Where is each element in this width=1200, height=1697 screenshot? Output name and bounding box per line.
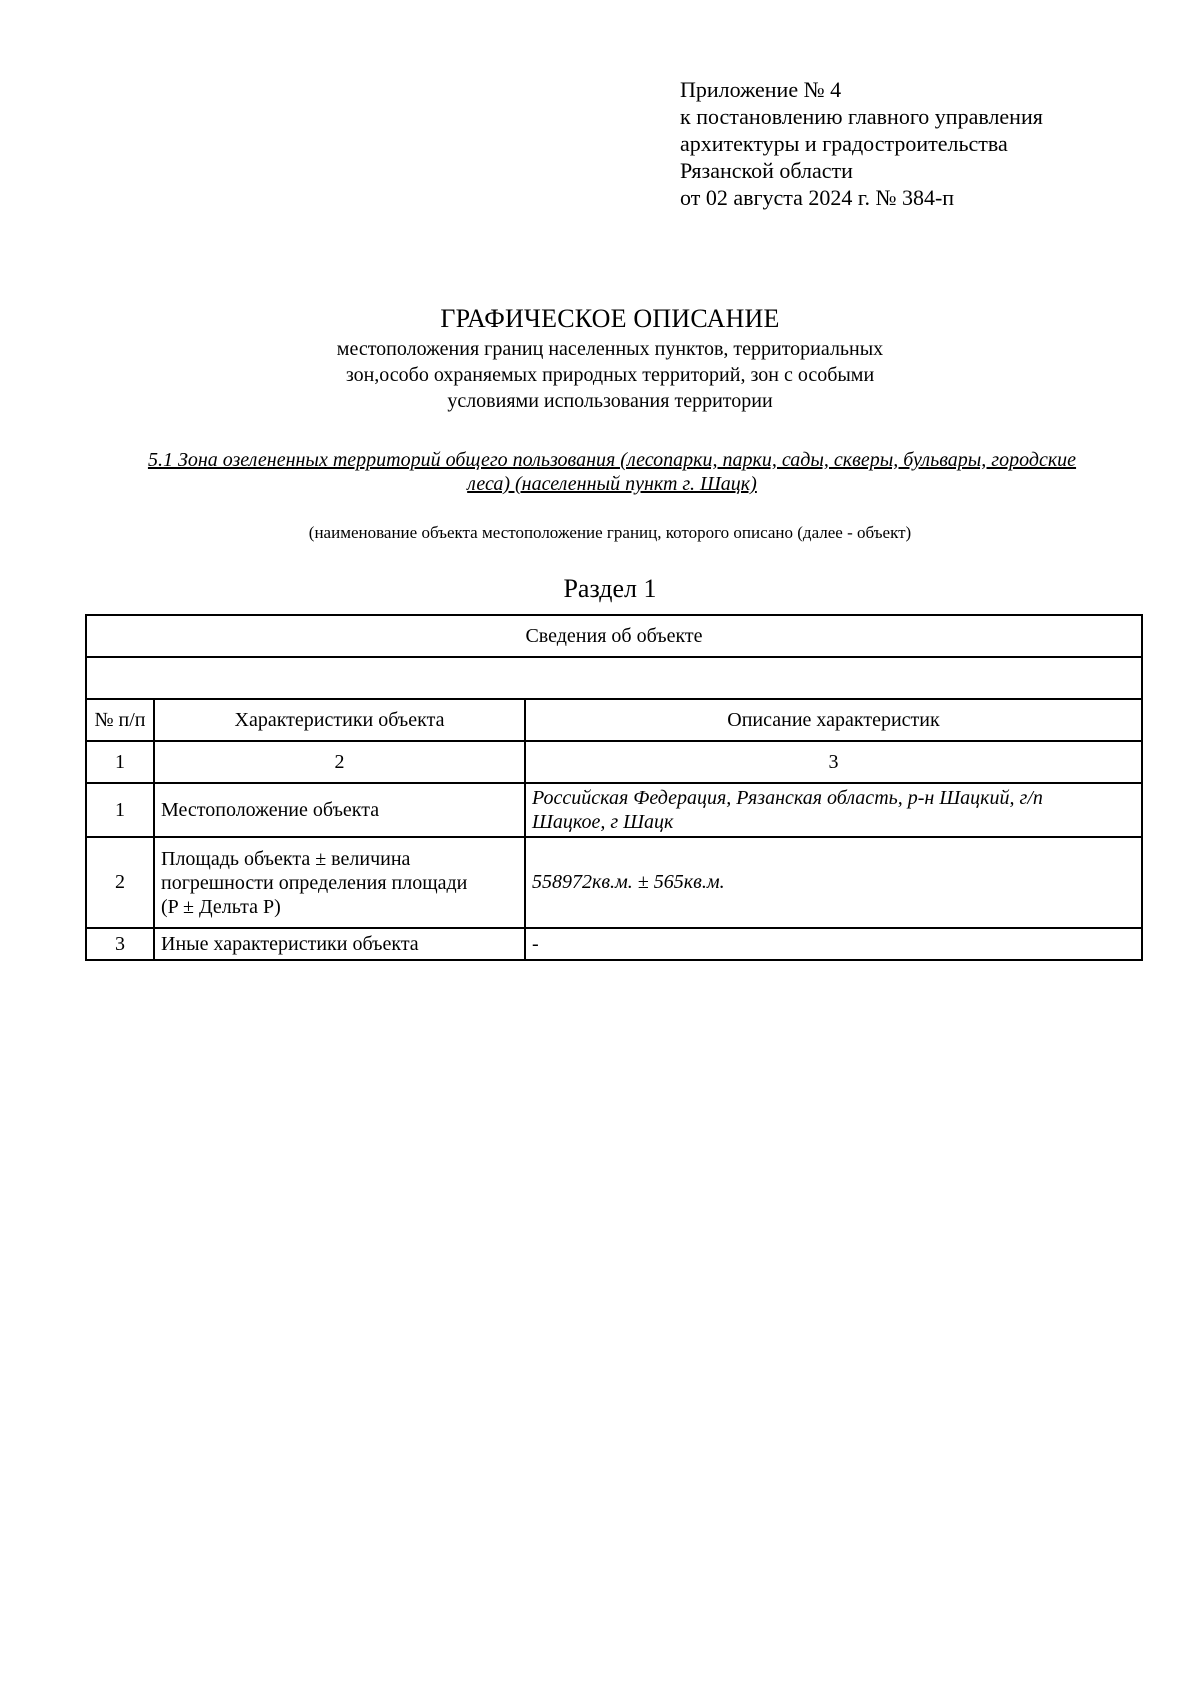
appendix-line: архитектуры и градостроительства	[680, 131, 1008, 156]
appendix-line: Рязанской области	[680, 158, 853, 183]
characteristic-line: погрешности определения площади	[161, 871, 468, 894]
subtitle-line: зон,особо охраняемых природных территорий, зон с особыми	[345, 364, 875, 386]
row-characteristic: Иные характеристики объекта	[154, 928, 525, 960]
description-line: Шацкое, г Шацк	[532, 811, 674, 833]
column-number: 1	[86, 741, 154, 783]
table-header-row	[86, 699, 1142, 741]
header-characteristic: Характеристики объекта	[154, 699, 525, 741]
document-subtitle	[0, 336, 1200, 414]
row-characteristic: Местоположение объекта	[154, 783, 525, 837]
appendix-line: от 02 августа 2024 г. № 384-п	[680, 185, 955, 210]
header-description: Описание характеристик	[525, 699, 1142, 741]
appendix-block	[680, 76, 1043, 211]
table-empty-row	[86, 657, 1142, 699]
appendix-line: Приложение № 4	[680, 77, 842, 102]
description-line: Российская Федерация, Рязанская область, р-н Шацкий, г/п	[532, 787, 1043, 809]
document-title: ГРАФИЧЕСКОЕ ОПИСАНИЕ	[440, 304, 780, 333]
table-row	[86, 837, 1142, 928]
column-numbers-row	[86, 741, 1142, 783]
object-name-line: леса) (населенный пункт г. Шацк)	[467, 473, 757, 495]
object-name	[92, 448, 1132, 496]
object-caption: (наименование объекта местоположение границ, которого описано (далее - объект)	[308, 523, 912, 542]
object-info-table	[85, 614, 1143, 961]
column-number: 2	[154, 741, 525, 783]
characteristic-line: (P ± Дельта P)	[161, 895, 281, 918]
subtitle-line: условиями использования территории	[447, 390, 773, 412]
table-caption: Сведения об объекте	[86, 615, 1142, 657]
subtitle-line: местоположения границ населенных пунктов, территориальных	[336, 338, 884, 360]
section-title: Раздел 1	[563, 574, 657, 603]
column-number: 3	[525, 741, 1142, 783]
table-empty-cell	[86, 657, 1142, 699]
row-number: 1	[86, 783, 154, 837]
appendix-line: к постановлению главного управления	[680, 104, 1043, 129]
table-caption-row	[86, 615, 1142, 657]
row-number: 2	[86, 837, 154, 928]
table-row	[86, 783, 1142, 837]
row-characteristic	[154, 837, 525, 928]
row-description	[525, 783, 1142, 837]
table-row	[86, 928, 1142, 960]
row-description: 558972кв.м. ± 565кв.м.	[525, 837, 1142, 928]
characteristic-line: Площадь объекта ± величина	[161, 847, 411, 870]
header-number: № п/п	[86, 699, 154, 741]
row-number: 3	[86, 928, 154, 960]
row-description: -	[525, 928, 1142, 960]
object-name-line: 5.1 Зона озелененных территорий общего пользования (лесопарки, парки, сады, скверы, бульвары, городские	[147, 449, 1077, 471]
